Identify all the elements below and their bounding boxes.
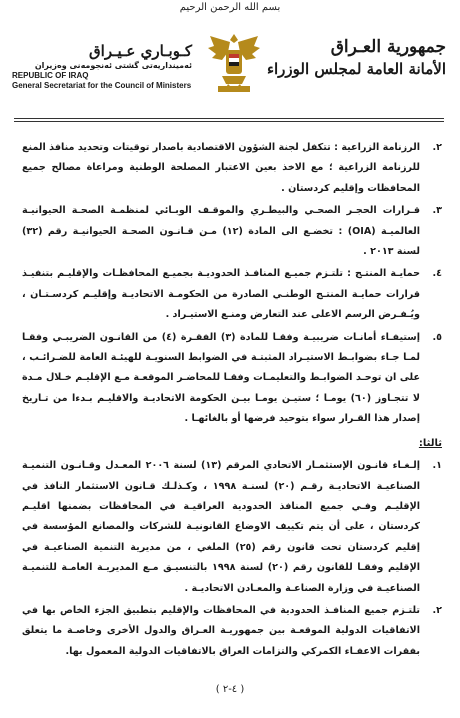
letterhead-english-office: General Secretariat for the Council of Ministers: [12, 81, 192, 90]
list-item: [22, 264, 442, 325]
item-text: الرزنامة الزراعية : تتكفل لجنة الشؤون الاقتصادية باصدار توقيتات وتحديد منافذ المنع للرزنامة الزراعية ؛ مع الاخذ بعين الاعتبار المصلحة الوطنية ومراعاة مصالح جميع المحافظات وإقليم كردستان .: [22, 142, 420, 194]
list-item: [22, 601, 442, 662]
letterhead-arabic-office: الأمانة العامة لمجلس الوزراء: [266, 60, 446, 78]
item-text: إستيفـاء أمانـات ضريبيـة وفقـا للمادة (٣) الفقـرة (٤) من القانـون الضريبـي وفقـا لمـا جـاء بضوابـط الاستيـراد المثبتـة في الضوابط السنويـة للهيئـة العامة للضـرائـب ، على ان توحـد الضوابـط والتعليمـات وفقـا للمحاضـر الموقعـة مـع الإقليـم خـلال مـدة لا تتجـاوز (٦٠) يومـا ؛ ستيـن يومـا بيـن الحكومة الاتحاديـة والاقليـم بـدءا من تـاريخ إصدار هذا القـرار سواء بتوحيد فرضها أو بالغائهـا .: [22, 331, 421, 425]
document-body: [22, 138, 442, 664]
list-item: [22, 201, 442, 262]
list-item: [22, 328, 442, 430]
basmala: بسم الله الرحمن الرحيم: [179, 2, 281, 13]
list-item: [22, 138, 442, 199]
item-number: .٤: [432, 268, 442, 280]
item-text: قـرارات الحجـر الصحـي والبيطـري والموقـف الوبـائي لمنظمـة الصحـة الحيوانيـة العالميـة (OIA) : تخضـع الى المادة (١٢) مـن قـانـون الصحـة الحيوانيـة رقم (٣٢) لسنة ٢٠١٣ .: [22, 205, 421, 258]
iraq-eagle-emblem-icon: [208, 30, 260, 96]
letterhead-english-country: REPUBLIC OF IRAQ: [12, 71, 89, 80]
letterhead: [8, 22, 452, 114]
letterhead-left: [12, 42, 192, 91]
header-divider: [14, 118, 444, 119]
page-number: ( ٤-٢ ): [215, 684, 245, 695]
letterhead-arabic-country: جمهورية العـراق: [330, 37, 446, 57]
list-item: [22, 456, 442, 599]
item-number: .٣: [432, 205, 442, 217]
section-heading: ثالثا:: [418, 437, 442, 449]
letterhead-kurdish-subtitle: ئەمینداریەتی گشتی ئەنجومەنی وەزیران: [34, 61, 192, 70]
letterhead-kurdish-title: كـوبـاري عـيـراق: [89, 42, 192, 60]
item-number: .٥: [432, 331, 442, 343]
item-text: تلتـزم جميع المنافـذ الحدودية في المحافظات والإقليم بتطبيق الجزء الخاص بها في الاتفاقيات الدولية الموقعـة بين جمهوريـة العـراق والدول الأخرى وخاصـة ما يتعلق بفقرات الاعفـاء الكمركي والتزامات العراق بالاتفاقيات الدولية المعمول بها.: [22, 604, 420, 657]
letterhead-right: [266, 36, 446, 80]
item-text: حمايـة المنتـج : تلتـزم جميـع المنافـذ الحدوديـة بجميـع المحافظـات والإقليـم بتنفيـذ قرارات حمايـة المنتـج الوطنـي الصادرة من الحكومـة الاتحاديـة وإقليـم كردسـتـان ، ويُـفـرض الرسم الاعلى عند التعارض ومنـع الاستيـراد .: [22, 268, 420, 321]
item-text: إلـغـاء قانـون الإستثمـار الاتحادي المرقم (١٣) لسنة ٢٠٠٦ المعـدل وقـانـون التنميـة الصناعيـة الاتحاديـة رقـم (٢٠) لسنـة ١٩٩٨ ، وكـذلـك قـانون الاستثمار النافذ في الإقليـم وفـي جميع المنافذ الحدودية العراقيـة في المحافظات بضمنها اقليـم كردستان ، على أن يتم تكييف الاوضاع القانونيـة للشركات والمصانع المؤسسة في إقليم كردستان تحت قانون رقم (٢٥) الملغي ، من مديرية التنمية الصناعيـة في الإقليم وفقـا للقانون رقم (٢٠) لسنة ١٩٩٨ بالتنسيـق مـع المديريـة العامـة للتنميـة الصناعيـة في وزارة الصناعـة والمعـادن الاتحاديـة .: [22, 460, 421, 594]
header-divider-second: [14, 121, 444, 122]
item-number: .٢: [432, 604, 442, 616]
item-number: .٢: [432, 142, 442, 153]
item-number: .١: [432, 460, 442, 472]
